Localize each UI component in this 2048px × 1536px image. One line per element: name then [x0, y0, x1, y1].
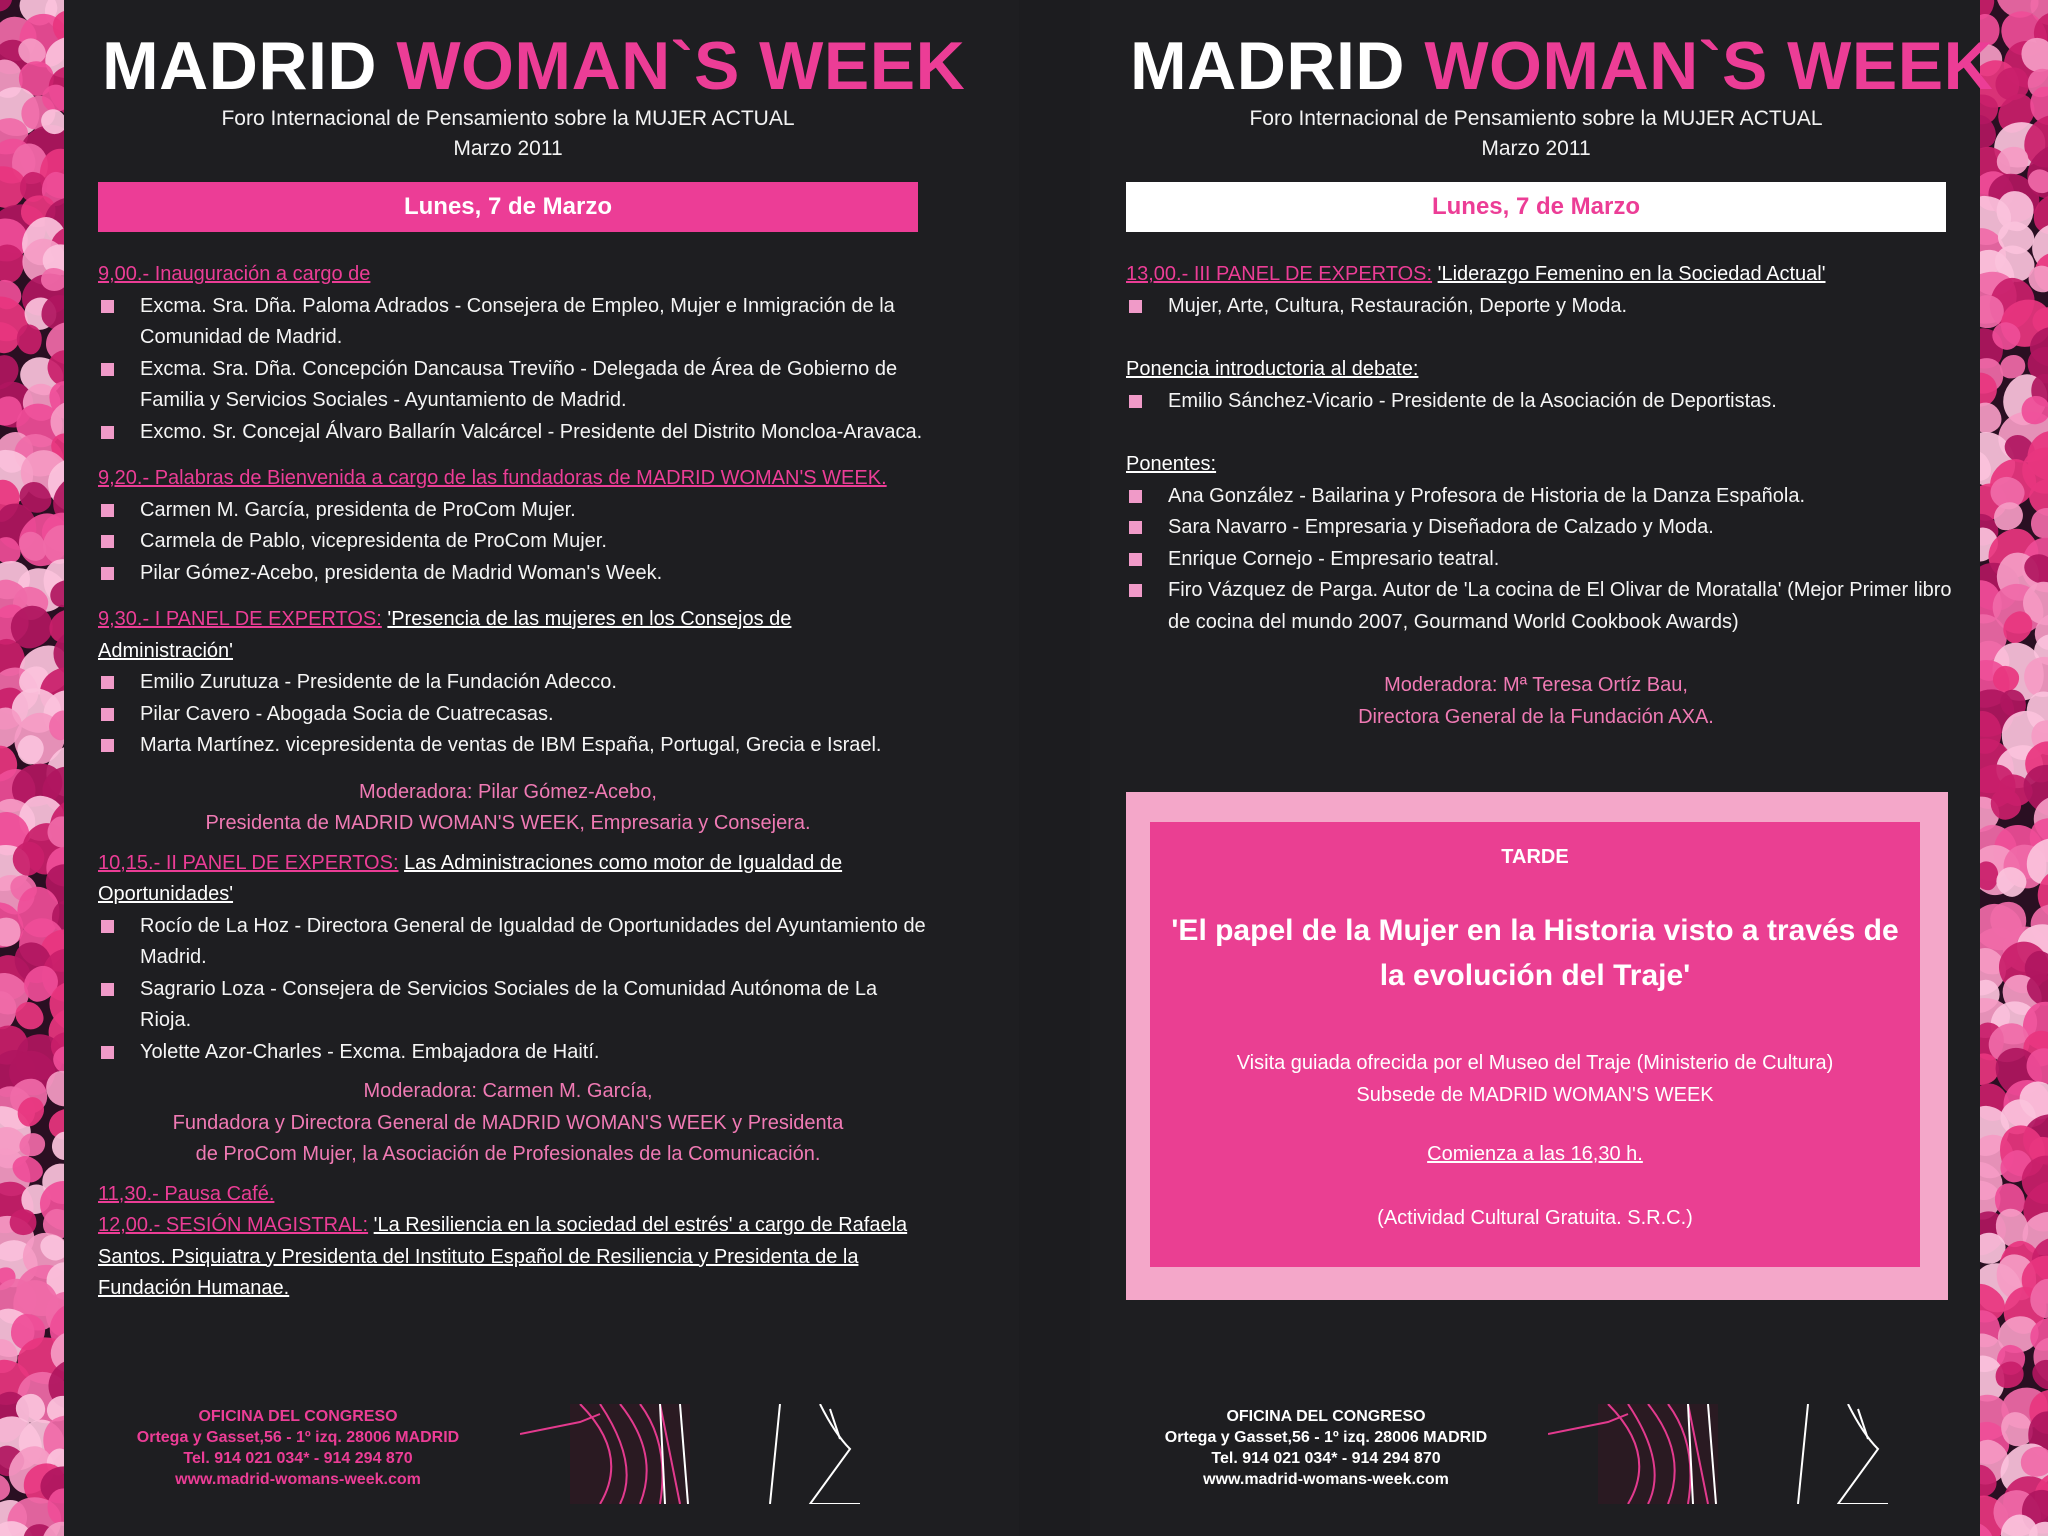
list-item: Emilio Sánchez-Vicario - Presidente de la Asociación de Deportistas. — [1126, 386, 1956, 418]
fashion-illustration — [520, 1404, 880, 1504]
event-subtitle — [1126, 104, 1946, 164]
list-item: Mujer, Arte, Cultura, Restauración, Deporte y Moda. — [1126, 291, 1956, 323]
section-heading — [98, 463, 928, 495]
start-time: Comienza a las 16,30 h. — [1427, 1143, 1643, 1165]
section-time: 12,00.- SESIÓN MAGISTRAL: — [98, 1214, 369, 1236]
congress-office: OFICINA DEL CONGRESO Ortega y Gasset,56 - 1º izq. 28006 MADRID Tel. 914 021 034* - 914 294 870 www.madrid-womans-week.com — [108, 1406, 488, 1490]
page-gutter — [1019, 0, 1090, 1536]
section-heading: Ponencia introductoria al debate: — [1126, 358, 1419, 380]
section-time: 9,30.- I PANEL DE EXPERTOS: — [98, 608, 382, 630]
event-subtitle — [98, 104, 918, 164]
bullet-square-icon — [101, 426, 114, 439]
petal-shape — [15, 324, 42, 356]
afternoon-panel — [1150, 822, 1920, 1267]
bullet-square-icon — [1129, 490, 1142, 503]
petal-shape — [41, 267, 64, 290]
list-item: Sagrario Loza - Consejera de Servicios Sociales de la Comunidad Autónoma de La Rioja. — [98, 974, 928, 1037]
list-item: Enrique Cornejo - Empresario teatral. — [1126, 544, 1956, 576]
section-time: 10,15.- II PANEL DE EXPERTOS: — [98, 851, 399, 874]
bullet-square-icon — [1129, 300, 1142, 313]
moderator-note: Moderadora: Carmen M. García, Fundadora y Directora General de MADRID WOMAN'S WEEK y Presidenta de ProCom Mujer, la Asociación de Profesionales de la Comunicación. — [172, 1080, 844, 1165]
list-item: Ana González - Bailarina y Profesora de Historia de la Danza Española. — [1126, 481, 1956, 513]
bullet-list — [1126, 481, 1956, 639]
list-item: Sara Navarro - Empresaria y Diseñadora de Calzado y Moda. — [1126, 512, 1956, 544]
event-title-womans-week: WOMAN`S WEEK — [396, 28, 966, 104]
list-item: Carmen M. García, presidenta de ProCom Mujer. — [98, 495, 928, 527]
left-petal-border — [0, 0, 64, 1536]
bullet-list — [98, 495, 928, 590]
fashion-illustration — [1548, 1404, 1908, 1504]
event-title — [102, 26, 965, 106]
event-title — [1130, 26, 1993, 106]
bullet-square-icon — [101, 300, 114, 313]
pause-line: 11,30.- Pausa Café. — [98, 1182, 275, 1205]
list-item: Yolette Azor-Charles - Excma. Embajadora de Haití. — [98, 1037, 928, 1069]
right-petal-border — [1980, 0, 2048, 1536]
bullet-square-icon — [101, 920, 114, 933]
list-item: Carmela de Pablo, vicepresidenta de ProCom Mujer. — [98, 526, 928, 558]
section-heading — [98, 259, 928, 291]
afternoon-title: 'El papel de la Mujer en la Historia visto a través de la evolución del Traje' — [1171, 914, 1899, 992]
list-item: Excmo. Sr. Concejal Álvaro Ballarín Valcárcel - Presidente del Distrito Moncloa-Aravaca. — [98, 417, 928, 449]
bullet-square-icon — [101, 535, 114, 548]
section-heading — [98, 604, 928, 667]
bullet-square-icon — [101, 983, 114, 996]
list-item: Rocío de La Hoz - Directora General de Igualdad de Oportunidades del Ayuntamiento de Madrid. — [98, 911, 928, 974]
list-item: Excma. Sra. Dña. Paloma Adrados - Consejera de Empleo, Mujer e Inmigración de la Comunidad de Madrid. — [98, 291, 928, 354]
list-item: Pilar Cavero - Abogada Socia de Cuatrecasas. — [98, 699, 928, 731]
section-heading: Ponentes: — [1126, 453, 1217, 475]
magistral-session — [98, 1210, 928, 1305]
bullet-square-icon — [1129, 521, 1142, 534]
section-topic: 'La Resiliencia en la sociedad del estrés' a cargo de Rafaela Santos. Psiquiatra y Presidenta del Instituto Español de Resiliencia y Presidenta de la Fundación Humanae. — [98, 1214, 908, 1299]
petal-shape — [0, 0, 13, 12]
bullet-list — [1126, 291, 1956, 323]
bullet-square-icon — [101, 567, 114, 580]
section-topic: 'Liderazgo Femenino en la Sociedad Actual' — [1437, 263, 1826, 285]
section-heading — [98, 848, 928, 911]
list-item: Firo Vázquez de Parga. Autor de 'La cocina de El Olivar de Moratalla' (Mejor Primer libro de cocina del mundo 2007, Gourmand World Cookbook Awards) — [1126, 575, 1956, 638]
list-item: Pilar Gómez-Acebo, presidenta de Madrid Woman's Week. — [98, 558, 928, 590]
bullet-list — [98, 911, 928, 1069]
free-activity-note: (Actividad Cultural Gratuita. S.R.C.) — [1377, 1207, 1693, 1229]
bullet-square-icon — [1129, 584, 1142, 597]
moderator-note: Moderadora: Mª Teresa Ortíz Bau, Directora General de la Fundación AXA. — [1358, 674, 1714, 728]
section-topic: Las Administraciones como motor de Igualdad de Oportunidades' — [98, 851, 843, 905]
afternoon-label: TARDE — [1501, 846, 1569, 868]
midday-program — [1126, 259, 1956, 733]
event-title-madrid: MADRID — [1130, 28, 1425, 104]
event-title-madrid: MADRID — [102, 28, 397, 104]
event-title-womans-week: WOMAN`S WEEK — [1424, 28, 1994, 104]
list-item: Emilio Zurutuza - Presidente de la Fundación Adecco. — [98, 667, 928, 699]
moderator-note: Moderadora: Pilar Gómez-Acebo, Presidenta de MADRID WOMAN'S WEEK, Empresaria y Consejera. — [205, 780, 811, 834]
section-time: 9,20.- Palabras de Bienvenida a cargo de las fundadoras de MADRID WOMAN'S WEEK. — [98, 467, 887, 489]
section-topic: 'Presencia de las mujeres en los Consejos de Administración' — [98, 608, 792, 662]
forum-line: Foro Internacional de Pensamiento sobre la MUJER ACTUAL — [1249, 107, 1823, 130]
bullet-square-icon — [101, 504, 114, 517]
congress-office: OFICINA DEL CONGRESO Ortega y Gasset,56 - 1º izq. 28006 MADRID Tel. 914 021 034* - 914 294 870 www.madrid-womans-week.com — [1136, 1406, 1516, 1490]
website-link[interactable]: www.madrid-womans-week.com — [1203, 1471, 1449, 1488]
section-heading — [1126, 259, 1956, 291]
date-line: Marzo 2011 — [1481, 137, 1591, 160]
forum-line: Foro Internacional de Pensamiento sobre la MUJER ACTUAL — [221, 107, 795, 130]
bullet-square-icon — [101, 1046, 114, 1059]
bullet-square-icon — [1129, 553, 1142, 566]
list-item: Excma. Sra. Dña. Concepción Dancausa Treviño - Delegada de Área de Gobierno de Familia y Servicios Sociales - Ayuntamiento de Madrid. — [98, 354, 928, 417]
bullet-square-icon — [1129, 395, 1142, 408]
bullet-square-icon — [101, 363, 114, 376]
day-band: Lunes, 7 de Marzo — [98, 182, 918, 232]
bullet-square-icon — [101, 676, 114, 689]
date-line: Marzo 2011 — [453, 137, 563, 160]
section-time: 13,00.- III PANEL DE EXPERTOS: — [1126, 263, 1433, 285]
afternoon-box — [1126, 792, 1948, 1300]
bullet-list — [98, 291, 928, 449]
bullet-square-icon — [101, 708, 114, 721]
guided-visit: Visita guiada ofrecida por el Museo del Traje (Ministerio de Cultura) Subsede de MADRID WOMAN'S WEEK — [1236, 1052, 1834, 1106]
bullet-square-icon — [101, 739, 114, 752]
section-time: 9,00.- Inauguración a cargo de — [98, 263, 371, 285]
morning-program — [98, 259, 928, 1305]
day-band: Lunes, 7 de Marzo — [1126, 182, 1946, 232]
website-link[interactable]: www.madrid-womans-week.com — [175, 1471, 421, 1488]
bullet-list — [98, 667, 928, 762]
bullet-list — [1126, 386, 1956, 418]
list-item: Marta Martínez. vicepresidenta de ventas de IBM España, Portugal, Grecia e Israel. — [98, 730, 928, 762]
